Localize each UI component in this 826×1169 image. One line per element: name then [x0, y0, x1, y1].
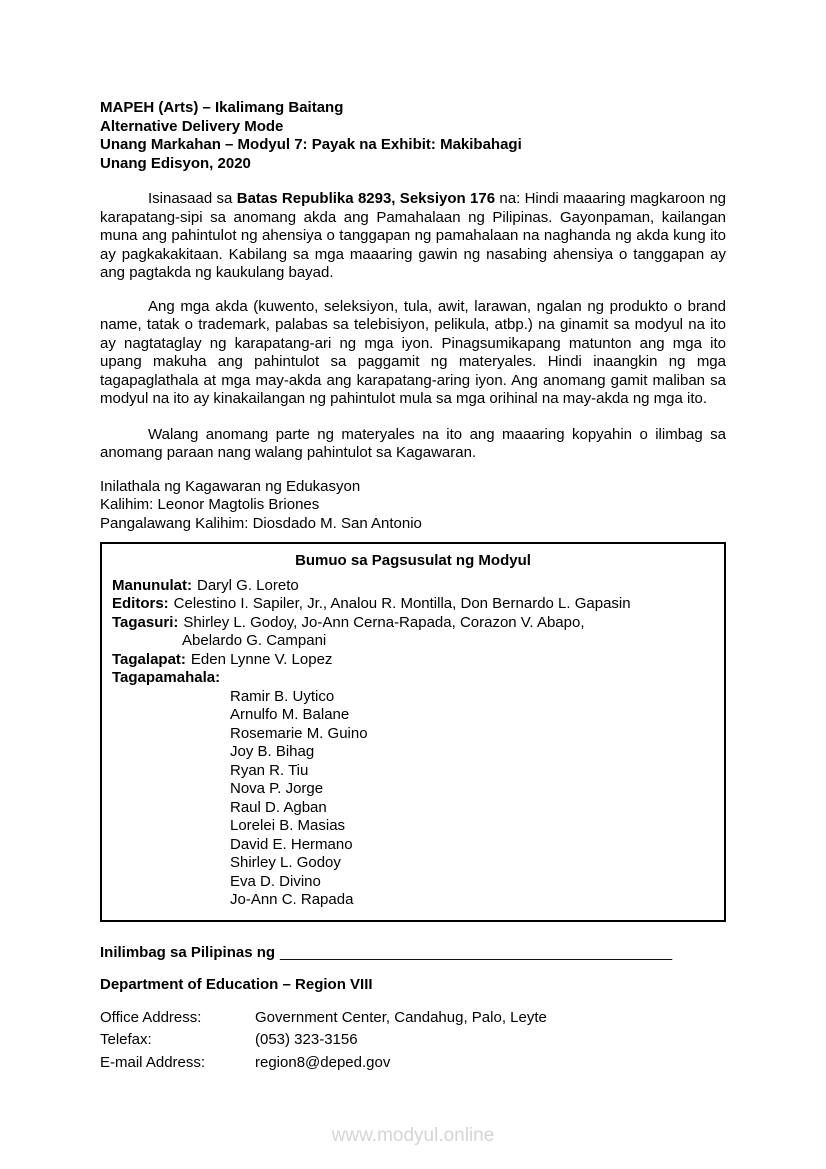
manager-name: Eva D. Divino [230, 872, 321, 890]
manager-name: Joy B. Bihag [230, 743, 315, 760]
role-reviewers-value: Shirley L. Godoy, Jo-Ann Cerna-Rapada, Corazon V. Abapo, [183, 613, 585, 631]
printed-in-label: Inilimbag sa Pilipinas ng [100, 943, 276, 961]
undersecretary-line: Pangalawang Kalihim: Diosdado M. San Antonio [100, 514, 422, 532]
telefax-label: Telefax: [100, 1031, 152, 1048]
manager-name: Lorelei B. Masias [230, 817, 346, 834]
role-layout-artist [112, 651, 714, 670]
role-writer-value: Daryl G. Loreto [197, 576, 299, 594]
role-reviewers-continuation: Abelardo G. Campani [182, 632, 327, 649]
module-edition-line: Unang Edisyon, 2020 [100, 154, 251, 172]
module-title-line: MAPEH (Arts) – Ikalimang Baitang [100, 99, 344, 116]
contact-row-email [100, 1052, 726, 1075]
manager-name: Shirley L. Godoy [230, 854, 341, 871]
manager-name: Raul D. Agban [230, 798, 327, 816]
management-team-list [230, 688, 714, 910]
printer-blank-line: _______________________________________________ [280, 943, 673, 961]
contact-info-block [100, 1007, 726, 1075]
manager-name: David E. Hermano [230, 835, 353, 853]
role-editors-value: Celestino I. Sapiler, Jr., Analou R. Montilla, Don Bernardo L. Gapasin [173, 595, 631, 612]
role-layout-artist-value: Eden Lynne V. Lopez [190, 650, 333, 668]
manager-name: Ramir B. Uytico [230, 687, 335, 705]
team-box-title: Bumuo sa Pagsusulat ng Modyul [295, 552, 531, 569]
publisher-block [100, 478, 726, 534]
contact-row-office [100, 1007, 726, 1030]
role-writer [112, 577, 714, 596]
printed-in-line [100, 944, 726, 963]
publisher-line: Inilathala ng Kagawaran ng Edukasyon [100, 477, 361, 495]
module-quarter-line: Unang Markahan – Modyul 7: Payak na Exhibit: Makibahagi [100, 136, 522, 153]
contact-row-telefax [100, 1029, 726, 1052]
manager-name: Nova P. Jorge [230, 780, 324, 797]
email-label: E-mail Address: [100, 1053, 206, 1071]
role-editors-label: Editors: [112, 595, 169, 612]
manager-name: Jo-Ann C. Rapada [230, 891, 354, 908]
manager-name: Arnulfo M. Balane [230, 706, 350, 723]
copyright-paragraph-3: Walang anomang parte ng materyales na ito ang maaaring kopyahin o ilimbag sa anomang paraan nang walang pahintulot sa Kagawaran. [100, 425, 726, 461]
copyright-paragraph-2: Ang mga akda (kuwento, seleksiyon, tula, awit, larawan, ngalan ng produkto o brand name, tatak o trademark, palabas sa telebisiyon, pelikula, atbp.) na ginamit sa modyul na ito ay nagtataglay ng karapatang-ari ng mga iyon. Pinagsumikapang matunton ang mga ito upang makuha ang pahintulot sa paggamit ng materyales. Hindi inaangkin ng mga tagapaglathala at mga may-akda ang karapatang-aring iyon. Ang anomang gamit maliban sa modyul na ito ay kinakailangan ng pahintulot mula sa mga orihinal na may-akda ng mga ito. [100, 297, 726, 407]
role-management-label: Tagapamahala: [112, 669, 221, 686]
office-address-value: Government Center, Candahug, Palo, Leyte [255, 1008, 547, 1026]
role-editors [112, 595, 714, 614]
office-address-label: Office Address: [100, 1008, 202, 1026]
role-reviewers-label: Tagasuri: [112, 613, 179, 631]
copyright-p1-pre: Isinasaad sa [148, 190, 237, 207]
copyright-p1-post: na: Hindi maaaring magkaroon ng karapatang-sipi sa anomang akda ang Pamahalaan ng Pilipinas. Gayonpaman, kailangan muna ang pahintulot ng ahensiya o tanggapan ng pamahalaan na naghanda ng akda kung ito ay pagkakakitaan. Kabilang sa mga maaaring gawin ng nasabing ahensiya o tanggapan ay ang pagtakda ng kaukulang bayad. [100, 190, 727, 281]
role-management [112, 669, 714, 688]
role-reviewers [112, 614, 714, 633]
development-team-box [100, 542, 726, 922]
copyright-paragraph-1 [100, 190, 726, 283]
document-page [100, 99, 726, 1074]
telefax-value: (053) 323-3156 [255, 1031, 358, 1048]
module-header [100, 99, 726, 173]
role-writer-label: Manunulat: [112, 576, 192, 594]
role-layout-artist-label: Tagalapat: [112, 650, 186, 668]
manager-name: Rosemarie M. Guino [230, 724, 368, 742]
department-region-title: Department of Education – Region VIII [100, 976, 373, 993]
module-mode-line: Alternative Delivery Mode [100, 117, 284, 135]
manager-name: Ryan R. Tiu [230, 761, 309, 779]
site-watermark: www.modyul.online [331, 1125, 495, 1146]
secretary-line: Kalihim: Leonor Magtolis Briones [100, 496, 320, 513]
email-value: region8@deped.gov [255, 1053, 391, 1071]
copyright-p1-law-bold: Batas Republika 8293, Seksiyon 176 [236, 190, 496, 207]
